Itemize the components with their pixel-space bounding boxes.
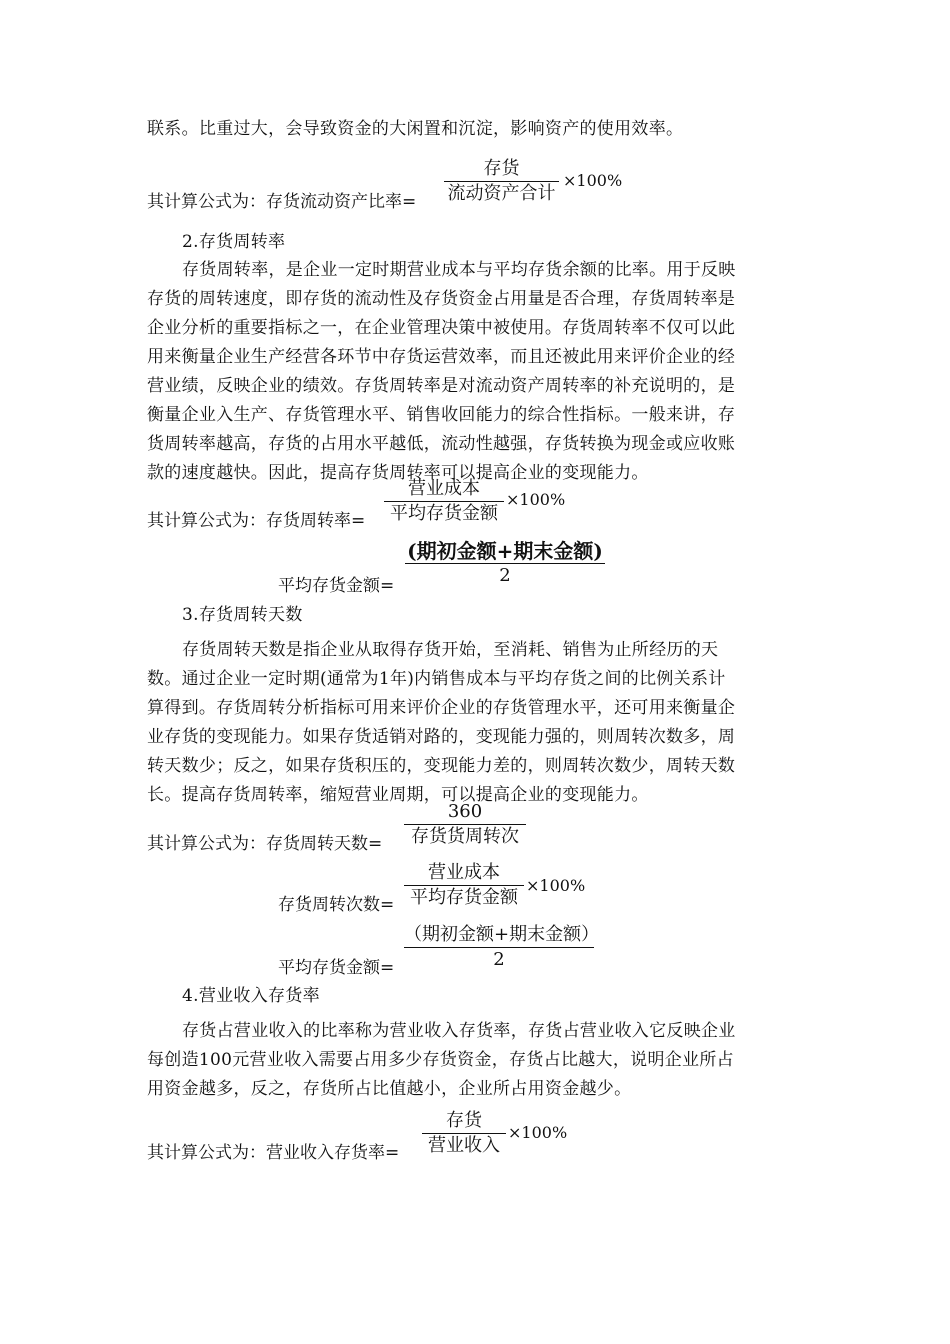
fraction-bar [404,947,594,948]
paragraph-line: 每创造100元营业收入需要占用多少存货资金，存货占比越大，说明企业所占 [147,1050,734,1070]
paragraph-line: 货周转率越高，存货的占用水平越低，流动性越强，存货转换为现金或应收账 [147,434,736,454]
paragraph-line: 长。提高存货周转率，缩短营业周期，可以提高企业的变现能力。 [147,785,649,805]
formula-fraction [405,540,605,587]
times-100-percent: ×100% [526,876,586,895]
times-100-percent: ×100% [563,171,623,190]
fraction-denominator: 2 [493,949,505,970]
paragraph-line: 存货周转天数是指企业从取得存货开始，至消耗、销售为止所经历的天 [182,640,719,660]
formula-fraction [404,801,526,848]
fraction-denominator: 流动资产合计 [447,183,556,204]
fraction-denominator: 存货货周转次 [411,826,519,847]
fraction-denominator: 营业收入 [428,1135,500,1156]
fraction-numerator: 存货 [483,158,520,179]
formula-label: 其计算公式为：存货流动资产比率= [147,192,417,212]
paragraph-line: 用来衡量企业生产经营各环节中存货运营效率，而且还被此用来评价企业的经 [147,347,736,367]
fraction-numerator: (期初金额+期末金额) [407,539,603,563]
fraction-numerator: 360 [447,801,483,822]
section-heading: 4.营业收入存货率 [182,986,320,1006]
fraction-numerator: 营业成本 [428,862,500,883]
fraction-bar [422,1133,506,1134]
paragraph-line: 存货的周转速度，即存货的流动性及存货资金占用量是否合理，存货周转率是 [147,289,736,309]
formula-label: 平均存货金额= [278,576,395,596]
formula-fraction [384,478,504,525]
fraction-bar [404,824,526,825]
paragraph-line: 业存货的变现能力。如果存货适销对路的，变现能力强的，则周转次数多，周 [147,727,736,747]
fraction-denominator: 平均存货金额 [390,503,498,524]
fraction-numerator: 存货 [446,1110,482,1131]
paragraph-line: 存货周转率，是企业一定时期营业成本与平均存货余额的比率。用于反映 [182,260,736,280]
times-100-percent: ×100% [506,490,566,509]
fraction-bar [444,181,559,182]
formula-label: 其计算公式为：营业收入存货率= [147,1143,400,1163]
paragraph-line: 转天数少；反之，如果存货积压的，变现能力差的，则周转次数少，周转天数 [147,756,736,776]
formula-fraction [404,862,524,909]
times-100-percent: ×100% [508,1123,568,1142]
formula-label: 其计算公式为：存货周转天数= [147,834,383,854]
fraction-denominator: 2 [499,565,511,586]
paragraph-line: 衡量企业入生产、存货管理水平、销售收回能力的综合性指标。一般来讲，存 [147,405,736,425]
formula-fraction [444,158,559,205]
fraction-bar [404,885,524,886]
section-heading: 2.存货周转率 [182,232,286,252]
paragraph-line: 算得到。存货周转分析指标可用来评价企业的存货管理水平，还可用来衡量企 [147,698,736,718]
formula-label: 存货周转次数= [278,895,395,915]
formula-fraction [422,1110,506,1157]
fraction-denominator: 平均存货金额 [410,887,518,908]
fraction-numerator: 营业成本 [408,478,480,499]
formula-label: 平均存货金额= [278,958,395,978]
fraction-bar [384,501,504,502]
paragraph-line: 企业分析的重要指标之一，在企业管理决策中被使用。存货周转率不仅可以此 [147,318,736,338]
paragraph-line: 营业绩，反映企业的绩效。存货周转率是对流动资产周转率的补充说明的，是 [147,376,736,396]
formula-fraction [404,924,600,971]
paragraph-line: 数。通过企业一定时期(通常为1年)内销售成本与平均存货之间的比例关系计 [147,669,726,689]
fraction-bar [405,563,605,564]
paragraph-line: 款的速度越快。因此，提高存货周转率可以提高企业的变现能力。 [147,463,649,483]
formula-label: 其计算公式为：存货周转率= [147,511,366,531]
paragraph-line: 存货占营业收入的比率称为营业收入存货率，存货占营业收入它反映企业 [182,1021,736,1041]
section-heading: 3.存货周转天数 [182,605,303,625]
paragraph-line: 联系。比重过大，会导致资金的大闲置和沉淀，影响资产的使用效率。 [147,119,684,139]
fraction-numerator: （期初金额+期末金额） [404,924,600,945]
paragraph-line: 用资金越多，反之，存货所占比值越小，企业所占用资金越少。 [147,1079,632,1099]
